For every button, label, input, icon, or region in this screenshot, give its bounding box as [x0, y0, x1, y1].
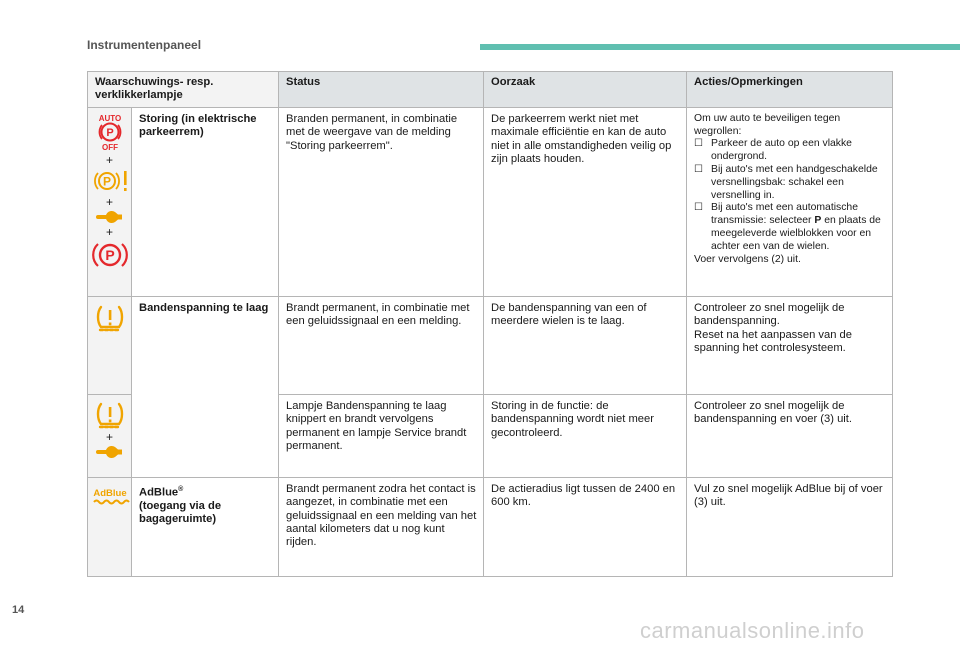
status-cell: Lampje Bandenspanning te laag knippert en brandt vervolgens permanent en lampje Service brandt permanent. [279, 394, 484, 477]
action-intro: Om uw auto te beveiligen tegen wegrollen: [694, 112, 841, 137]
lamp-icons-cell [88, 107, 132, 296]
action-text: Reset na het aanpassen van de spanning het controlesysteem. [694, 328, 853, 355]
actions-cell: Vul zo snel mogelijk AdBlue bij of voer (3) uit. [687, 477, 893, 576]
list-item [694, 202, 886, 253]
column-header-status: Status [279, 72, 484, 108]
plus-sign: + [105, 194, 113, 209]
table-row [88, 107, 893, 296]
actions-cell: Controleer zo snel mogelijk de bandenspanning en voer (3) uit. [687, 394, 893, 477]
column-header-lamp: Waarschuwings- resp. verklikkerlampje [88, 72, 279, 108]
svg-text:AUTO: AUTO [98, 113, 121, 123]
lamp-name: Storing (in elektrische parkeerrem) [132, 107, 279, 296]
svg-text:P: P [105, 126, 114, 139]
action-text: Controleer zo snel mogelijk de bandenspanning. [694, 301, 845, 328]
cause-cell: De parkeerrem werkt niet met maximale efficiëntie en kan de auto niet in alle omstandigheden veilig op zijn plaats houden. [484, 107, 687, 296]
parking-brake-fault-icon [90, 168, 130, 194]
watermark: carmanualsonline.info [640, 618, 865, 643]
lamp-icons-cell [88, 296, 132, 394]
svg-text:P: P [104, 246, 115, 263]
cause-cell: De bandenspanning van een of meerdere wielen is te laag. [484, 296, 687, 394]
warning-lights-table [87, 71, 893, 577]
plus-sign: + [105, 152, 113, 167]
list-item-text: Bij auto's met een automatische transmissie: selecteer [711, 202, 858, 227]
plus-sign: + [105, 429, 113, 444]
table-header-row [88, 72, 893, 108]
auto-off-parking-icon [93, 112, 127, 152]
table-row [88, 296, 893, 394]
list-item-text: en plaats de meegeleverde wielblokken voor en achter een van de wielen. [711, 215, 881, 252]
service-wrench-icon [95, 210, 125, 224]
lamp-name: Bandenspanning te laag [132, 296, 279, 477]
svg-text:OFF: OFF [101, 142, 118, 152]
tyre-pressure-icon [95, 304, 125, 332]
registered-mark: ® [178, 485, 184, 493]
svg-text:P: P [102, 174, 112, 189]
list-item: ☐ Parkeer de auto op een vlakke ondergrond. [694, 138, 886, 164]
column-header-cause: Oorzaak [484, 72, 687, 108]
cause-cell: De actieradius ligt tussen de 2400 en 600 km. [484, 477, 687, 576]
status-cell: Branden permanent, in combinatie met de weergave van de melding "Storing parkeerrem". [279, 107, 484, 296]
action-outro: Voer vervolgens (2) uit. [694, 253, 801, 265]
table-row [88, 477, 893, 576]
section-title: Instrumentenpaneel [87, 38, 202, 52]
lamp-icons-cell [88, 394, 132, 477]
cause-cell: Storing in de functie: de bandenspanning wordt niet meer gecontroleerd. [484, 394, 687, 477]
action-list [694, 138, 886, 253]
header-accent-bar [480, 44, 960, 50]
actions-cell [687, 296, 893, 394]
status-cell: Brandt permanent zodra het contact is aangezet, in combinatie met een geluidssignaal en een melding van het aantal kilometers dat u nog kunt rijden. [279, 477, 484, 576]
lamp-name-note: (toegang via de bagageruimte) [139, 499, 222, 526]
tyre-pressure-icon [95, 401, 125, 429]
page-number: 14 [12, 604, 25, 616]
actions-cell [687, 107, 893, 296]
lamp-name [132, 477, 279, 576]
status-cell: Brandt permanent, in combinatie met een geluidssignaal en een melding. [279, 296, 484, 394]
list-item: ☐ Bij auto's met een handgeschakelde versnellingsbak: schakel een versnelling in. [694, 164, 886, 202]
gear-selector-p: P [814, 215, 822, 227]
lamp-icons-cell [88, 477, 132, 576]
lamp-name-text: AdBlue [139, 486, 179, 499]
parking-brake-icon [91, 240, 129, 270]
adblue-icon [90, 486, 130, 508]
column-header-actions: Acties/Opmerkingen [687, 72, 893, 108]
adblue-icon-text: AdBlue [93, 487, 127, 499]
plus-sign: + [105, 224, 113, 239]
service-wrench-icon [95, 445, 125, 459]
